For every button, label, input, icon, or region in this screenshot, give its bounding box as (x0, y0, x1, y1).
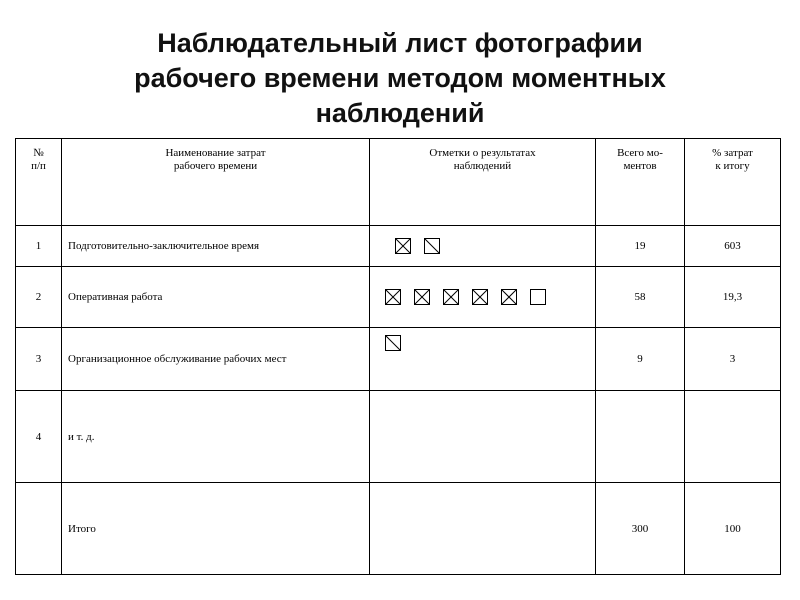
row-total: 19 (596, 226, 685, 267)
row-num (16, 483, 62, 575)
row-name: Организационное обслуживание рабочих мест (62, 328, 370, 391)
crossed-box-icon (395, 238, 411, 254)
table-row-total (16, 483, 781, 575)
row-marks (370, 483, 596, 575)
row-total: 9 (596, 328, 685, 391)
row-name: Итого (62, 483, 370, 575)
row-num: 2 (16, 267, 62, 328)
row-num: 3 (16, 328, 62, 391)
header-marks: Отметки о результатах наблюдений (370, 139, 596, 226)
row-percent: 19,3 (685, 267, 781, 328)
table-row (16, 226, 781, 267)
table-header-row (16, 139, 781, 226)
header-num: № п/п (16, 139, 62, 226)
row-total: 58 (596, 267, 685, 328)
header-total: Всего мо- ментов (596, 139, 685, 226)
table-row (16, 391, 781, 483)
observation-sheet-table (15, 138, 781, 575)
row-percent (685, 391, 781, 483)
row-marks (370, 226, 596, 267)
slashed-box-icon (424, 238, 440, 254)
row-marks (370, 328, 596, 391)
crossed-box-icon (501, 289, 517, 305)
row-total (596, 391, 685, 483)
row-num: 4 (16, 391, 62, 483)
slashed-box-icon (385, 335, 401, 351)
row-percent: 603 (685, 226, 781, 267)
title-line-1: Наблюдательный лист фотографии (157, 28, 643, 58)
title-line-2: рабочего времени методом моментных (134, 63, 666, 93)
row-num: 1 (16, 226, 62, 267)
empty-box-icon (530, 289, 546, 305)
row-percent: 100 (685, 483, 781, 575)
table-row (16, 328, 781, 391)
row-name: Оперативная работа (62, 267, 370, 328)
header-name: Наименование затрат рабочего времени (62, 139, 370, 226)
crossed-box-icon (385, 289, 401, 305)
row-marks (370, 391, 596, 483)
title-line-3: наблюдений (315, 98, 485, 128)
header-percent: % затрат к итогу (685, 139, 781, 226)
crossed-box-icon (443, 289, 459, 305)
row-percent: 3 (685, 328, 781, 391)
crossed-box-icon (472, 289, 488, 305)
row-name: Подготовительно-заключительное время (62, 226, 370, 267)
crossed-box-icon (414, 289, 430, 305)
row-total: 300 (596, 483, 685, 575)
row-marks (370, 267, 596, 328)
row-name: и т. д. (62, 391, 370, 483)
table-row (16, 267, 781, 328)
page-title (0, 26, 800, 131)
